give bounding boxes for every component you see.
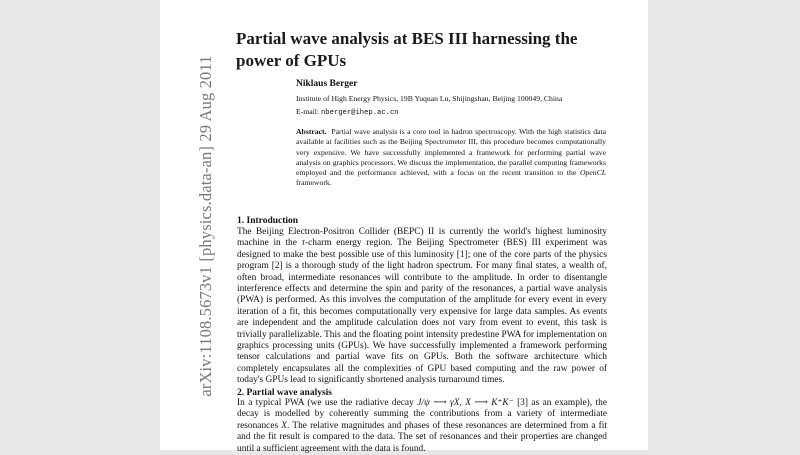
tau-symbol: τ xyxy=(301,238,305,249)
pwa-text-end: . The relative magnitudes and phases of these resonances are determined from a fit and the fit result is compared to the data. The set of resonances and their properties are changed until a sufficient agreement with the data is found. xyxy=(237,420,608,454)
decay-formula: J/ψ ⟶ γX, X ⟶ K⁺K⁻ xyxy=(417,398,514,408)
intro-text-rest: -charm energy region. The Beijing Spectrometer (BES) III experiment was designed to make the best possible use of this luminosity [1]; one of the core parts of the physics program [2] is a thorough study of the light hadron spectrum. For many final states, a wealth of, often broad, intermediate resonances will contribute to the amplitude. In order to disentangle interference effects and determine the spin and parity of the resonances, a partial wave analysis (PWA) is performed. As this involves the computation of the amplitude for every event in every iteration of a fit, this becomes computationally very expensive for large data samples. As events are independent and the amplitude calculation does not vary from event to event, this task is trivially parallelizable. This and the floating point intensity predestine PWA for implementation on graphics processing units (GPUs). We have successfully implemented a framework performing tensor calculations and partial wave fits on GPUs. Both the software architecture which completely encapsulates all the complexities of GPU based computing and the raw power of today's GPUs lead to significantly shortened analysis turnaround times. xyxy=(237,238,607,386)
pwa-text-mid: [3] as an example), the decay is modelled by coherently summing the contributions from a variety of intermediate resonances xyxy=(237,398,607,431)
arxiv-identifier-text: arXiv:1108.5673v1 [physics.data-an] 29 Aug 2011 xyxy=(196,55,215,397)
intro-text-start: The Beijing Electron-Positron Collider (BEPC) II is currently the world's highest luminosity machine in the xyxy=(237,227,607,249)
resonance-symbol: X xyxy=(281,420,288,431)
section-heading-partial-wave: 2. Partial wave analysis xyxy=(237,388,332,398)
author-affiliation: Institute of High Energy Physics, 19B Yuquan Lu, Shijingshan, Beijing 100049, China xyxy=(296,94,563,103)
pwa-text-start: In a typical PWA (we use the radiative decay xyxy=(237,398,414,408)
author-name: Niklaus Berger xyxy=(296,79,358,89)
abstract-framework: OpenCL xyxy=(579,168,606,178)
section-body-partial-wave xyxy=(237,398,607,455)
paper-title: Partial wave analysis at BES III harnessing the power of GPUs xyxy=(236,29,578,70)
author-email-line xyxy=(296,107,399,117)
abstract xyxy=(296,127,606,189)
email-address[interactable]: nberger@ihep.ac.cn xyxy=(320,109,399,117)
section-heading-introduction: 1. Introduction xyxy=(237,216,299,226)
abstract-label: Abstract. xyxy=(296,127,327,136)
abstract-text: Partial wave analysis is a core tool in hadron spectroscopy. With the high statistics data available at facilities such as the Beijing Spectrometer III, this procedure becomes computationally very expensive. We have successfully implemented a framework for performing partial wave analysis on graphics processors. We discuss the implementation, the parallel computing frameworks employed and the performance achieved, with a focus on the recent transition to the xyxy=(296,127,607,178)
email-label: E-mail: xyxy=(296,107,320,116)
abstract-text-end: framework. xyxy=(296,178,332,188)
section-body-introduction xyxy=(237,227,607,387)
